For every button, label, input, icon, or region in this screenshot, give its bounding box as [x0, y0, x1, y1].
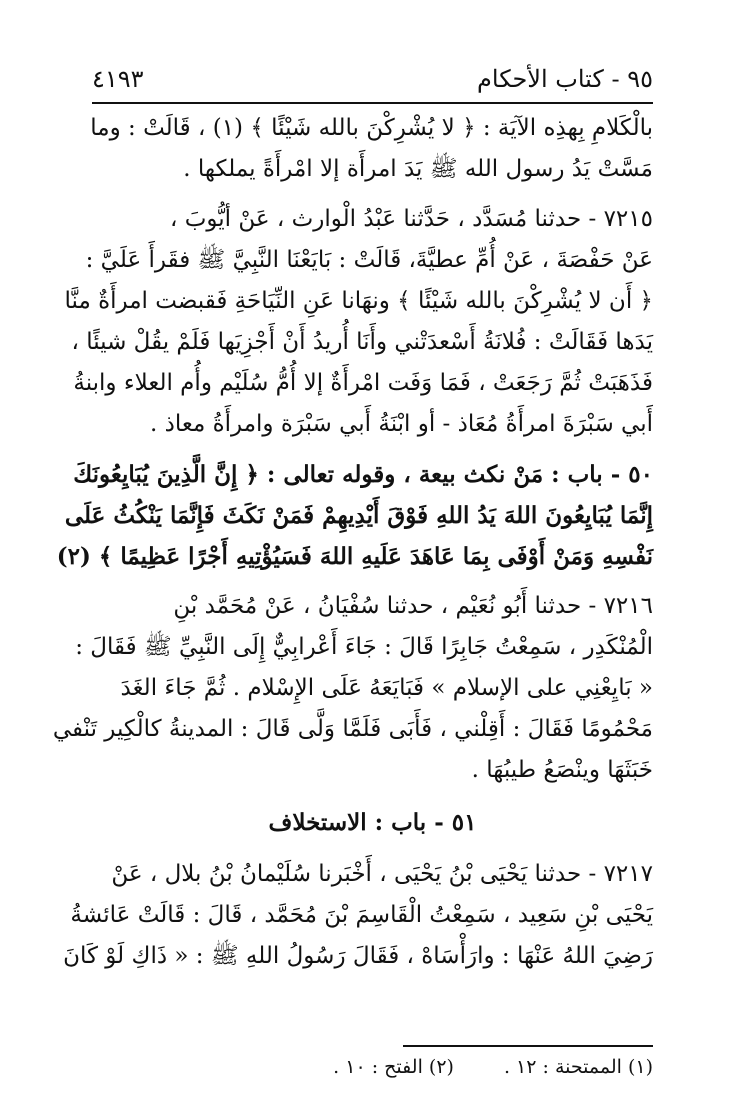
text-line: فَذَهَبَتْ ثُمَّ رَجَعَتْ ، فَمَا وَفَت امْرأَةٌ إلا أُمُّ سُلَيْم وأُم العلاء وابنةُ	[73, 370, 653, 396]
running-header	[92, 58, 653, 100]
chapter-title: ٩٥ - كتاب الأحكام	[477, 65, 653, 93]
text-line: عَنْ حَفْصَةَ ، عَنْ أُمِّ عطيَّةَ، قَالَتْ : بَايَعْنَا النَّبِيَّ ﷺ فقَرأَ عَلَيَّ :	[85, 247, 653, 273]
text-line: رَضِيَ اللهُ عَنْهَا : وارَأْسَاهْ ، فَقَالَ رَسُولُ اللهِ ﷺ : « ذَاكِ لَوْ كَانَ	[63, 943, 653, 969]
text-line: ٧٢١٥ - حدثنا مُسَدَّد ، حَدَّثنا عَبْدُ الْوارث ، عَنْ أيُّوبَ ،	[169, 206, 653, 232]
footnote-2: (٢) الفتح : ١٠ .	[333, 1056, 454, 1078]
text-line: يَحْيَى بْنِ سَعِيد ، سَمِعْتُ الْقَاسِمَ بْنَ مُحَمَّد ، قَالَ : قَالَتْ عَائشةُ	[70, 902, 653, 928]
text-line: ﴿ أَن لا يُشْرِكْنَ بالله شَيْئًا ﴾ ونهَانا عَنِ النِّيَاحَةِ فَقبضت امرأَةٌ منَّا	[64, 288, 653, 314]
heading-line: إِنَّمَا يُبَايِعُونَ اللهَ يَدُ اللهِ فَوْقَ أَيْدِيهِمْ فَمَنْ نَكَثَ فَإِنَّمَا يَنْكُثُ عَلَى	[64, 502, 653, 529]
heading-line: ٥٠ - باب : مَنْ نكث بيعة ، وقوله تعالى : ﴿ إِنَّ الَّذِينَ يُبَايِعُونَكَ	[73, 461, 653, 488]
text-line: الْمُنْكَدِر ، سَمِعْتُ جَابِرًا قَالَ : جَاءَ أَعْرابِيٌّ إِلَى النَّبِيِّ ﷺ فَقَالَ :	[75, 634, 653, 660]
text-line: ٧٢١٧ - حدثنا يَحْيَى بْنُ يَحْيَى ، أَخْبَرنا سُلَيْمانُ بْنُ بلال ، عَنْ	[111, 861, 653, 887]
chapter-heading-50	[56, 454, 653, 577]
footnote-rule	[403, 1045, 653, 1047]
hadith-7217	[63, 854, 653, 977]
footnote-1: (١) الممتحنة : ١٢ .	[503, 1056, 653, 1078]
text-line: خَبَثَهَا وينْصَعُ طيبُهَا .	[471, 757, 653, 783]
page-number: ٤١٩٣	[92, 65, 144, 93]
hadith-7216	[52, 586, 653, 791]
paragraph-1	[92, 108, 653, 190]
text-line: أَبي سَبْرَةَ امرأَةُ مُعَاذ - أو ابْنَةُ أَبي سَبْرَة وامرأَةُ معاذ .	[149, 411, 653, 437]
chapter-heading-51: ٥١ - باب : الاستخلاف	[268, 809, 477, 836]
text-line: مَسَّتْ يَدُ رسول الله ﷺ يَدَ امرأَة إلا امْرأَةً يملكها .	[183, 156, 653, 182]
hadith-7215	[64, 199, 653, 445]
main-text	[52, 108, 653, 977]
heading-line: نَفْسِهِ وَمَنْ أَوْفَى بِمَا عَاهَدَ عَلَيهِ اللهَ فَسَيُؤْتِيهِ أَجْرًا عَظِيمًا ﴾ (٢)	[56, 543, 653, 570]
header-rule	[92, 102, 653, 104]
text-line: « بَايِعْنِي على الإسلام » فَبَايَعَهُ عَلَى الإِسْلام . ثُمَّ جَاءَ الغَدَ	[120, 675, 653, 701]
text-line: يَدَها فَقَالَتْ : فُلانَةُ أَسْعدَتْني وأَنَا أُريدُ أَنْ أَجْزِيَها فَلَمْ يقُلْ شيئًا ،	[71, 329, 653, 355]
text-line: مَحْمُومًا فَقَالَ : أَقِلْني ، فَأَبَى فَلَمَّا وَلَّى قَالَ : المدينةُ كالْكِير تَنْفي	[52, 716, 653, 742]
footnotes	[92, 1052, 653, 1082]
text-line: بالْكَلامِ بِهذِه الآيَة : ﴿ لا يُشْرِكْنَ بالله شَيْئًا ﴾ (١) ، قَالَتْ : وما	[90, 115, 653, 141]
text-line: ٧٢١٦ - حدثنا أَبُو نُعَيْم ، حدثنا سُفْيَانُ ، عَنْ مُحَمَّد بْنِ	[173, 593, 653, 619]
